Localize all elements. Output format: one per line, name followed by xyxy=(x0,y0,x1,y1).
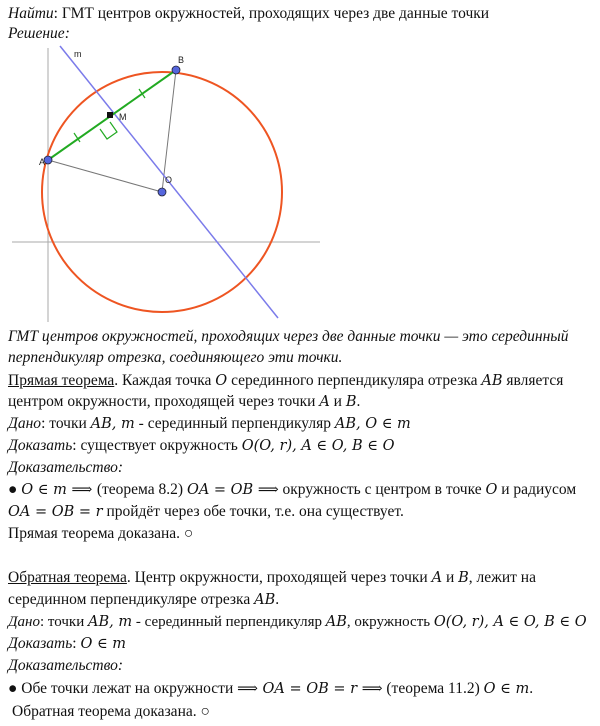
label-mid: M xyxy=(119,112,127,122)
direct-stmt-b: серединного перпендикуляра отрезка xyxy=(227,372,482,389)
converse-stmt-b: , лежит на xyxy=(468,569,536,586)
converse-p1-text: Обе точки лежат на окружности xyxy=(17,680,238,697)
converse-ab: AB xyxy=(254,592,276,608)
direct-a: A xyxy=(319,394,330,410)
task-label: Найти xyxy=(8,5,54,22)
direct-proof-label xyxy=(8,458,123,478)
converse-p1-ref: (теорема 11.2) xyxy=(382,680,484,697)
direct-proof-1: ● O ∈ m ⟹ (теорема 8.2) OA = OB ⟹ окружность с центром в точке O и радиусом xyxy=(8,481,577,498)
direct-title: Прямая теорема xyxy=(8,372,115,389)
direct-stmt2-a: центром окружности, проходящей через точки xyxy=(8,393,320,410)
direct-p1-o: O xyxy=(485,482,498,498)
direct-statement-2 xyxy=(8,392,360,412)
solution-label: Решение: xyxy=(8,25,70,42)
direct-proof-2 xyxy=(8,502,404,522)
converse-dot: . xyxy=(275,591,280,608)
direct-p1-text: окружность с центром в точке xyxy=(278,481,486,498)
direct-given-math2: AB, O ∈ m xyxy=(334,416,411,432)
point-m xyxy=(107,112,113,118)
right-angle-marker xyxy=(100,122,117,139)
answer-line-2: перпендикуляр отрезка, соединяющего эти точки. xyxy=(8,349,343,366)
direct-proof-colon: : xyxy=(117,459,124,476)
direct-given xyxy=(8,414,411,434)
direct-stmt-c: является xyxy=(502,372,564,389)
task-text: : ГМТ центров окружностей, проходящих через две данные точки xyxy=(53,5,490,22)
converse-a: A xyxy=(431,570,443,586)
converse-prove-math: O ∈ m xyxy=(80,636,127,652)
converse-p1-math: ⟹ OA = OB = r ⟹ xyxy=(237,681,383,697)
solution-label-text: Решение xyxy=(8,25,65,42)
direct-p1-ref: (теорема 8.2) xyxy=(96,481,187,498)
converse-proof-colon: : xyxy=(117,657,124,674)
converse-given-math2: AB xyxy=(325,614,347,630)
label-m: m xyxy=(74,49,82,59)
converse-p1-math2: O ∈ m xyxy=(483,681,530,697)
converse-p1-dot: . xyxy=(529,680,534,697)
bullet-icon: ● xyxy=(8,481,18,498)
converse-given xyxy=(8,612,587,632)
converse-and: и xyxy=(442,569,459,586)
direct-prove-text: : существует окружность xyxy=(72,437,242,454)
direct-p1-text2: и радиусом xyxy=(497,481,577,498)
converse-given-math3: O(O, r), A ∈ O, B ∈ O xyxy=(433,614,587,630)
answer-line-1: ГМТ центров окружностей, проходящих через две данные точки — это серединный xyxy=(8,328,569,345)
converse-b: B xyxy=(458,570,469,586)
direct-proof-label-text: Доказательство xyxy=(8,459,118,476)
converse-proof-label-text: Доказательство xyxy=(8,657,118,674)
direct-given-mid: - серединный перпендикуляр xyxy=(134,415,335,432)
converse-proof-label xyxy=(8,656,123,676)
converse-prove-label: Доказать xyxy=(8,635,73,652)
label-a: A xyxy=(39,157,46,167)
direct-dot: . xyxy=(356,393,361,410)
converse-statement-2 xyxy=(8,590,279,610)
converse-done: Обратная теорема доказана. ○ xyxy=(12,703,210,720)
converse-statement-1 xyxy=(8,568,536,588)
direct-prove xyxy=(8,436,395,456)
direct-ab: AB xyxy=(481,373,503,389)
point-o xyxy=(158,188,166,196)
direct-p1-math: O ∈ m xyxy=(21,482,67,498)
converse-given-text: : точки xyxy=(40,614,88,630)
converse-given-mid: - серединный перпендикуляр xyxy=(132,614,326,630)
direct-p2-math: OA = OB = r xyxy=(8,504,103,520)
converse-given-math: AB, m xyxy=(88,614,133,630)
direct-statement-1 xyxy=(8,371,563,391)
converse-proof-1 xyxy=(8,679,533,699)
direct-done: Прямая теорема доказана. ○ xyxy=(8,525,194,542)
segment-ob xyxy=(162,70,176,192)
direct-b: B xyxy=(345,394,357,410)
converse-stmt2: серединном перпендикуляре отрезка xyxy=(8,591,255,608)
label-b: B xyxy=(178,55,185,65)
direct-given-text: : точки xyxy=(41,415,91,432)
direct-prove-math: O(O, r), A ∈ O, B ∈ O xyxy=(241,438,395,454)
converse-given-label: Дано xyxy=(8,614,40,630)
direct-p1-math2: OA = OB xyxy=(186,482,254,498)
converse-prove xyxy=(8,634,126,654)
converse-prove-text: : xyxy=(72,635,81,652)
direct-given-label: Дано xyxy=(8,415,42,432)
bullet-icon: ● xyxy=(8,680,18,697)
direct-prove-label: Доказать xyxy=(8,437,73,454)
direct-given-math: AB, m xyxy=(90,416,135,432)
converse-given-text2: , окружность xyxy=(346,614,434,630)
converse-title: Обратная теорема xyxy=(8,569,127,586)
direct-stmt-a: . Каждая точка xyxy=(114,372,216,389)
converse-stmt-a: . Центр окружности, проходящей через точки xyxy=(126,569,432,586)
point-b xyxy=(172,66,180,74)
direct-p1-arrow: ⟹ xyxy=(66,482,97,498)
direct-p2-text: пройдёт через обе точки, т.е. она существует. xyxy=(102,503,404,520)
direct-and: и xyxy=(329,393,346,410)
segment-oa xyxy=(48,160,162,192)
label-o: O xyxy=(165,175,173,185)
point-a xyxy=(44,156,52,164)
direct-o: O xyxy=(215,373,228,389)
geometry-figure xyxy=(0,0,600,330)
